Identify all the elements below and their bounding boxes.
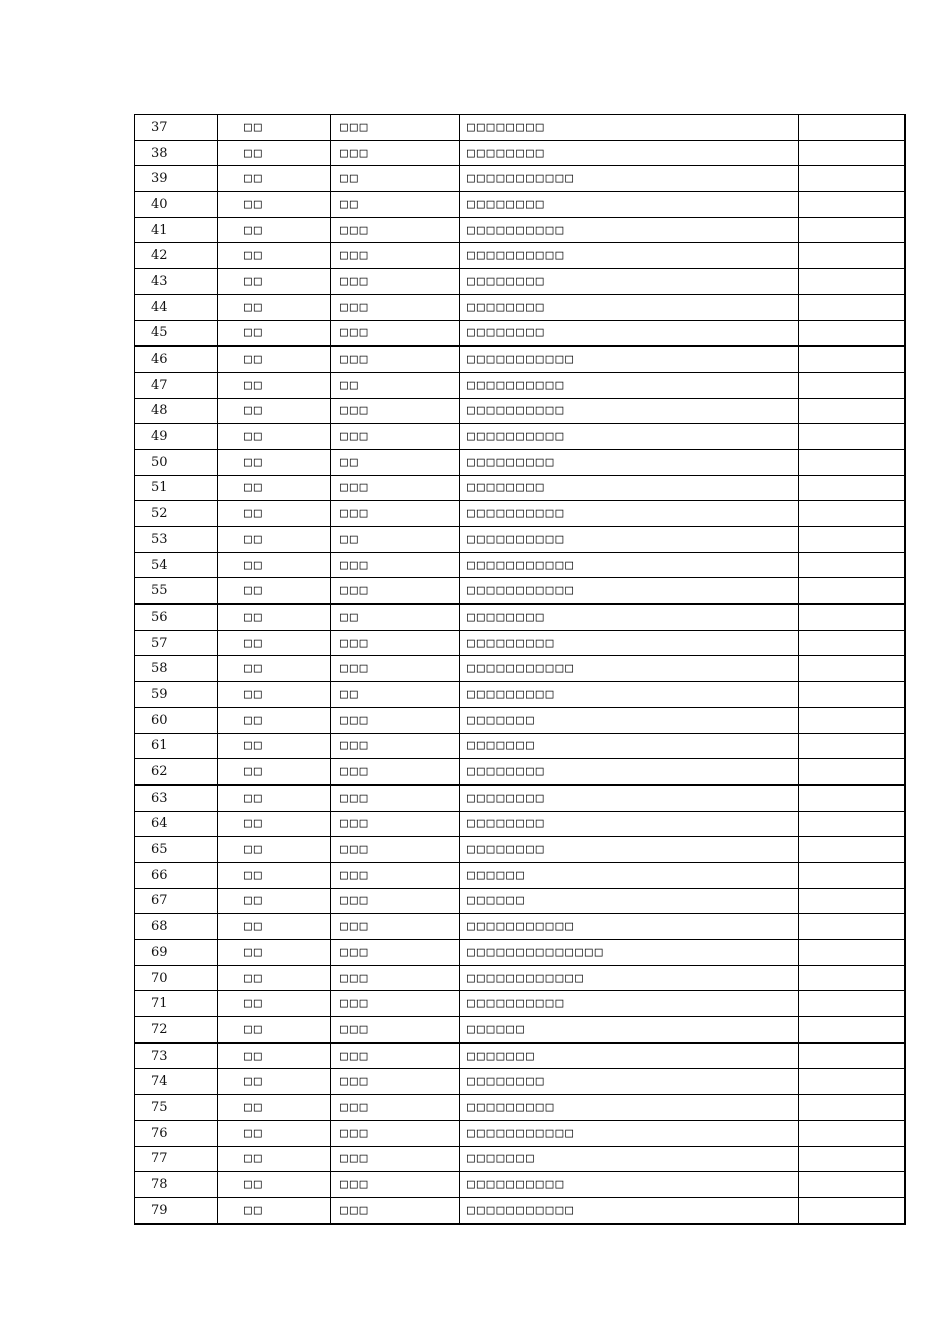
table-row — [135, 269, 906, 295]
gender-cell: □□ — [218, 682, 331, 708]
remark-cell — [799, 140, 906, 166]
remark-cell — [799, 552, 906, 578]
table-row — [135, 759, 906, 785]
name-cell: □□□ — [331, 630, 460, 656]
gender-cell: □□ — [218, 192, 331, 218]
remark-cell — [799, 501, 906, 527]
unit-cell: □□□□□□□□□□□ — [460, 656, 799, 682]
name-cell: □□ — [331, 604, 460, 630]
table-row — [135, 1069, 906, 1095]
row-number-cell: 69 — [135, 940, 218, 966]
gender-cell: □□ — [218, 217, 331, 243]
remark-cell — [799, 578, 906, 604]
name-cell: □□ — [331, 527, 460, 553]
remark-cell — [799, 965, 906, 991]
table-row — [135, 940, 906, 966]
name-cell: □□□ — [331, 320, 460, 346]
unit-cell: □□□□□□□□ — [460, 475, 799, 501]
unit-cell: □□□□□□□□ — [460, 1069, 799, 1095]
row-number-cell: 51 — [135, 475, 218, 501]
name-cell: □□□ — [331, 1197, 460, 1223]
unit-cell: □□□□□□□□ — [460, 811, 799, 837]
gender-cell: □□ — [218, 785, 331, 811]
row-number-cell: 62 — [135, 759, 218, 785]
gender-cell: □□ — [218, 1069, 331, 1095]
remark-cell — [799, 269, 906, 295]
remark-cell — [799, 1069, 906, 1095]
gender-cell: □□ — [218, 1120, 331, 1146]
unit-cell: □□□□□□□□□□ — [460, 991, 799, 1017]
gender-cell: □□ — [218, 501, 331, 527]
remark-cell — [799, 192, 906, 218]
name-cell: □□□ — [331, 1017, 460, 1043]
unit-cell: □□□□□□□□□□□ — [460, 1197, 799, 1223]
table-row — [135, 501, 906, 527]
row-number-cell: 45 — [135, 320, 218, 346]
table-row — [135, 965, 906, 991]
name-cell: □□ — [331, 166, 460, 192]
table-row — [135, 527, 906, 553]
unit-cell: □□□□□□□□ — [460, 269, 799, 295]
name-cell: □□□ — [331, 578, 460, 604]
name-cell: □□□ — [331, 811, 460, 837]
remark-cell — [799, 243, 906, 269]
table-row — [135, 1095, 906, 1121]
table-row — [135, 578, 906, 604]
table-row — [135, 552, 906, 578]
remark-cell — [799, 733, 906, 759]
name-cell: □□□ — [331, 398, 460, 424]
gender-cell: □□ — [218, 1197, 331, 1223]
name-cell: □□□ — [331, 1120, 460, 1146]
table-row — [135, 733, 906, 759]
table-row — [135, 140, 906, 166]
gender-cell: □□ — [218, 914, 331, 940]
unit-cell: □□□□□□□□□□ — [460, 398, 799, 424]
row-number-cell: 79 — [135, 1197, 218, 1223]
remark-cell — [799, 682, 906, 708]
remark-cell — [799, 217, 906, 243]
remark-cell — [799, 759, 906, 785]
row-number-cell: 63 — [135, 785, 218, 811]
remark-cell — [799, 837, 906, 863]
unit-cell: □□□□□□□ — [460, 1043, 799, 1069]
remark-cell — [799, 449, 906, 475]
gender-cell: □□ — [218, 449, 331, 475]
name-cell: □□□ — [331, 759, 460, 785]
table-row — [135, 862, 906, 888]
gender-cell: □□ — [218, 552, 331, 578]
row-number-cell: 55 — [135, 578, 218, 604]
gender-cell: □□ — [218, 346, 331, 372]
unit-cell: □□□□□□□□□□□□ — [460, 965, 799, 991]
gender-cell: □□ — [218, 527, 331, 553]
remark-cell — [799, 1095, 906, 1121]
table-row — [135, 398, 906, 424]
unit-cell: □□□□□□□□□□ — [460, 243, 799, 269]
gender-cell: □□ — [218, 733, 331, 759]
unit-cell: □□□□□□□□□□□ — [460, 552, 799, 578]
unit-cell: □□□□□□□□□□□□□□ — [460, 940, 799, 966]
name-cell: □□□ — [331, 217, 460, 243]
table-row — [135, 656, 906, 682]
remark-cell — [799, 527, 906, 553]
unit-cell: □□□□□□□ — [460, 1146, 799, 1172]
gender-cell: □□ — [218, 1043, 331, 1069]
table-row — [135, 243, 906, 269]
gender-cell: □□ — [218, 1146, 331, 1172]
gender-cell: □□ — [218, 269, 331, 295]
gender-cell: □□ — [218, 837, 331, 863]
row-number-cell: 61 — [135, 733, 218, 759]
table-row — [135, 1197, 906, 1223]
gender-cell: □□ — [218, 166, 331, 192]
row-number-cell: 73 — [135, 1043, 218, 1069]
unit-cell: □□□□□□□□□□ — [460, 1172, 799, 1198]
name-cell: □□□ — [331, 991, 460, 1017]
table-row — [135, 604, 906, 630]
table-row — [135, 1172, 906, 1198]
remark-cell — [799, 1197, 906, 1223]
table-row — [135, 346, 906, 372]
unit-cell: □□□□□□□□ — [460, 140, 799, 166]
name-cell: □□□ — [331, 1043, 460, 1069]
gender-cell: □□ — [218, 372, 331, 398]
gender-cell: □□ — [218, 294, 331, 320]
name-cell: □□□ — [331, 888, 460, 914]
remark-cell — [799, 604, 906, 630]
table-row — [135, 1146, 906, 1172]
row-number-cell: 66 — [135, 862, 218, 888]
remark-cell — [799, 1043, 906, 1069]
unit-cell: □□□□□□□□□ — [460, 1095, 799, 1121]
row-number-cell: 38 — [135, 140, 218, 166]
unit-cell: □□□□□□□□□□ — [460, 372, 799, 398]
name-cell: □□□ — [331, 862, 460, 888]
name-cell: □□□ — [331, 940, 460, 966]
row-number-cell: 47 — [135, 372, 218, 398]
unit-cell: □□□□□□□□□ — [460, 682, 799, 708]
gender-cell: □□ — [218, 243, 331, 269]
unit-cell: □□□□□□□□ — [460, 294, 799, 320]
gender-cell: □□ — [218, 940, 331, 966]
table-row — [135, 424, 906, 450]
gender-cell: □□ — [218, 604, 331, 630]
name-cell: □□□ — [331, 140, 460, 166]
name-cell: □□□ — [331, 115, 460, 141]
remark-cell — [799, 294, 906, 320]
row-number-cell: 52 — [135, 501, 218, 527]
gender-cell: □□ — [218, 888, 331, 914]
table-row — [135, 785, 906, 811]
gender-cell: □□ — [218, 965, 331, 991]
unit-cell: □□□□□□□□ — [460, 837, 799, 863]
name-cell: □□□ — [331, 1095, 460, 1121]
unit-cell: □□□□□□□□ — [460, 320, 799, 346]
remark-cell — [799, 914, 906, 940]
name-cell: □□□ — [331, 269, 460, 295]
table-row — [135, 475, 906, 501]
name-cell: □□ — [331, 449, 460, 475]
table-row — [135, 811, 906, 837]
name-cell: □□□ — [331, 346, 460, 372]
gender-cell: □□ — [218, 140, 331, 166]
name-cell: □□□ — [331, 965, 460, 991]
table-row — [135, 1043, 906, 1069]
remark-cell — [799, 1017, 906, 1043]
unit-cell: □□□□□□□□□□ — [460, 501, 799, 527]
unit-cell: □□□□□□ — [460, 1017, 799, 1043]
gender-cell: □□ — [218, 759, 331, 785]
table-row — [135, 1017, 906, 1043]
name-cell: □□□ — [331, 914, 460, 940]
row-number-cell: 37 — [135, 115, 218, 141]
row-number-cell: 65 — [135, 837, 218, 863]
unit-cell: □□□□□□ — [460, 888, 799, 914]
table-row — [135, 217, 906, 243]
gender-cell: □□ — [218, 398, 331, 424]
gender-cell: □□ — [218, 578, 331, 604]
gender-cell: □□ — [218, 862, 331, 888]
unit-cell: □□□□□□□□ — [460, 192, 799, 218]
unit-cell: □□□□□□□□ — [460, 785, 799, 811]
gender-cell: □□ — [218, 1017, 331, 1043]
gender-cell: □□ — [218, 320, 331, 346]
row-number-cell: 72 — [135, 1017, 218, 1043]
remark-cell — [799, 785, 906, 811]
row-number-cell: 70 — [135, 965, 218, 991]
name-cell: □□ — [331, 682, 460, 708]
name-cell: □□□ — [331, 424, 460, 450]
unit-cell: □□□□□□□□ — [460, 115, 799, 141]
row-number-cell: 48 — [135, 398, 218, 424]
row-number-cell: 40 — [135, 192, 218, 218]
row-number-cell: 42 — [135, 243, 218, 269]
row-number-cell: 43 — [135, 269, 218, 295]
name-cell: □□□ — [331, 733, 460, 759]
table-row — [135, 682, 906, 708]
remark-cell — [799, 166, 906, 192]
name-cell: □□□ — [331, 243, 460, 269]
unit-cell: □□□□□□□□□□ — [460, 527, 799, 553]
table-row — [135, 294, 906, 320]
table-row — [135, 449, 906, 475]
row-number-cell: 53 — [135, 527, 218, 553]
remark-cell — [799, 1146, 906, 1172]
table-row — [135, 115, 906, 141]
remark-cell — [799, 1120, 906, 1146]
unit-cell: □□□□□□□□□□□ — [460, 346, 799, 372]
row-number-cell: 59 — [135, 682, 218, 708]
remark-cell — [799, 372, 906, 398]
unit-cell: □□□□□□□□□□ — [460, 217, 799, 243]
row-number-cell: 77 — [135, 1146, 218, 1172]
row-number-cell: 60 — [135, 707, 218, 733]
table-row — [135, 630, 906, 656]
unit-cell: □□□□□□ — [460, 862, 799, 888]
table-row — [135, 837, 906, 863]
table-row — [135, 1120, 906, 1146]
gender-cell: □□ — [218, 707, 331, 733]
table-row — [135, 707, 906, 733]
remark-cell — [799, 115, 906, 141]
table-row — [135, 372, 906, 398]
row-number-cell: 78 — [135, 1172, 218, 1198]
gender-cell: □□ — [218, 811, 331, 837]
name-cell: □□□ — [331, 785, 460, 811]
name-cell: □□ — [331, 372, 460, 398]
table-row — [135, 991, 906, 1017]
remark-cell — [799, 475, 906, 501]
unit-cell: □□□□□□□□□□□ — [460, 166, 799, 192]
unit-cell: □□□□□□□ — [460, 733, 799, 759]
remark-cell — [799, 991, 906, 1017]
name-cell: □□□ — [331, 1069, 460, 1095]
gender-cell: □□ — [218, 630, 331, 656]
gender-cell: □□ — [218, 1095, 331, 1121]
row-number-cell: 50 — [135, 449, 218, 475]
name-cell: □□□ — [331, 1172, 460, 1198]
unit-cell: □□□□□□□□ — [460, 759, 799, 785]
row-number-cell: 71 — [135, 991, 218, 1017]
table-row — [135, 888, 906, 914]
row-number-cell: 46 — [135, 346, 218, 372]
remark-cell — [799, 320, 906, 346]
row-number-cell: 41 — [135, 217, 218, 243]
name-cell: □□□ — [331, 552, 460, 578]
unit-cell: □□□□□□□□□□ — [460, 424, 799, 450]
row-number-cell: 58 — [135, 656, 218, 682]
table-row — [135, 320, 906, 346]
gender-cell: □□ — [218, 1172, 331, 1198]
remark-cell — [799, 940, 906, 966]
gender-cell: □□ — [218, 991, 331, 1017]
row-number-cell: 39 — [135, 166, 218, 192]
table-row — [135, 192, 906, 218]
row-number-cell: 64 — [135, 811, 218, 837]
gender-cell: □□ — [218, 424, 331, 450]
row-number-cell: 49 — [135, 424, 218, 450]
gender-cell: □□ — [218, 115, 331, 141]
remark-cell — [799, 1172, 906, 1198]
roster-table — [134, 114, 906, 1225]
roster-table-body — [135, 115, 906, 1224]
remark-cell — [799, 346, 906, 372]
row-number-cell: 75 — [135, 1095, 218, 1121]
remark-cell — [799, 862, 906, 888]
row-number-cell: 68 — [135, 914, 218, 940]
remark-cell — [799, 811, 906, 837]
row-number-cell: 57 — [135, 630, 218, 656]
remark-cell — [799, 424, 906, 450]
unit-cell: □□□□□□□□□□□ — [460, 1120, 799, 1146]
unit-cell: □□□□□□□□□ — [460, 630, 799, 656]
name-cell: □□□ — [331, 837, 460, 863]
row-number-cell: 54 — [135, 552, 218, 578]
gender-cell: □□ — [218, 656, 331, 682]
gender-cell: □□ — [218, 475, 331, 501]
name-cell: □□□ — [331, 475, 460, 501]
row-number-cell: 76 — [135, 1120, 218, 1146]
name-cell: □□□ — [331, 1146, 460, 1172]
row-number-cell: 56 — [135, 604, 218, 630]
remark-cell — [799, 656, 906, 682]
remark-cell — [799, 707, 906, 733]
name-cell: □□ — [331, 192, 460, 218]
remark-cell — [799, 888, 906, 914]
row-number-cell: 44 — [135, 294, 218, 320]
table-row — [135, 166, 906, 192]
name-cell: □□□ — [331, 707, 460, 733]
name-cell: □□□ — [331, 656, 460, 682]
name-cell: □□□ — [331, 294, 460, 320]
unit-cell: □□□□□□□ — [460, 707, 799, 733]
row-number-cell: 74 — [135, 1069, 218, 1095]
remark-cell — [799, 398, 906, 424]
name-cell: □□□ — [331, 501, 460, 527]
table-row — [135, 914, 906, 940]
unit-cell: □□□□□□□□ — [460, 604, 799, 630]
row-number-cell: 67 — [135, 888, 218, 914]
unit-cell: □□□□□□□□□□□ — [460, 914, 799, 940]
unit-cell: □□□□□□□□□□□ — [460, 578, 799, 604]
unit-cell: □□□□□□□□□ — [460, 449, 799, 475]
remark-cell — [799, 630, 906, 656]
